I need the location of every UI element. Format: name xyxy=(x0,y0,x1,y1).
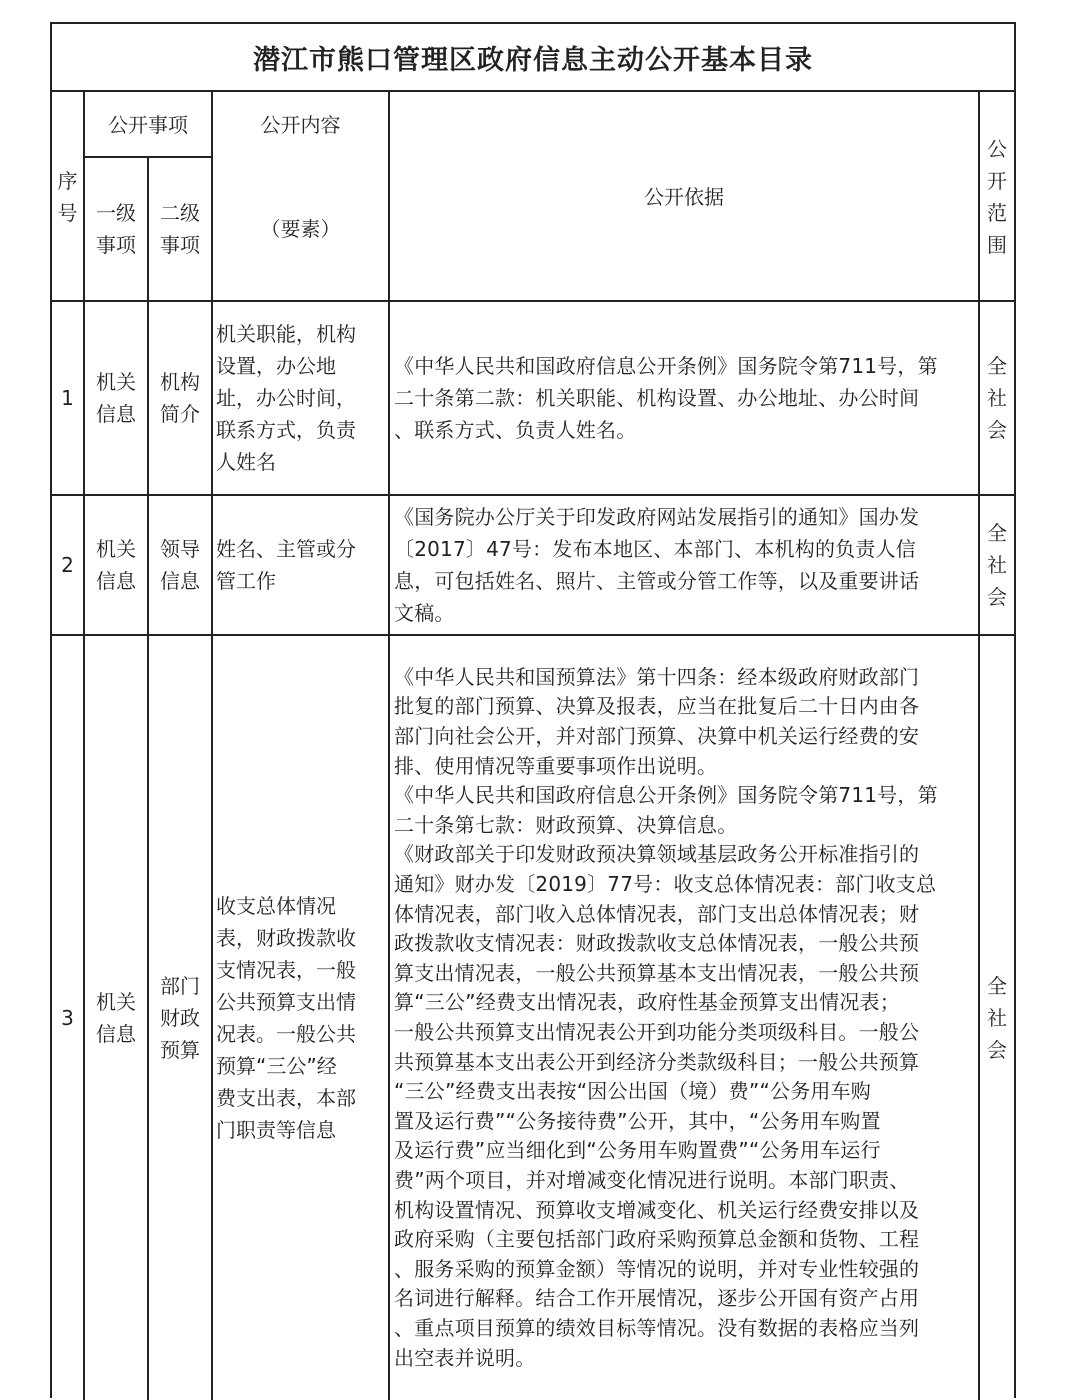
row2-level2: 领导 信息 xyxy=(160,537,200,593)
row1-seq: 1 xyxy=(61,386,74,410)
row3-level2: 部门 财政 预算 xyxy=(160,974,200,1062)
row3-content: 收支总体情况 表，财政拨款收 支情况表，一般 公共预算支出情 况表。一般公共 预算“三公”经 费支出表，本部 门职责等信息 xyxy=(216,894,356,1142)
row1-level2: 机构 简介 xyxy=(160,370,200,426)
header-content: 公开内容 xyxy=(260,113,341,137)
row2-basis: 《国务院办公厅关于印发政府网站发展指引的通知》国办发 〔2017〕47号：发布本地区、本部门、本机构的负责人信 息，可包括姓名、照片、主管或分管工作等，以及重要讲话 文稿。 xyxy=(394,505,920,625)
table-title: 潜江市熊口管理区政府信息主动公开基本目录 xyxy=(52,24,1014,92)
catalog-table xyxy=(50,22,1016,1398)
row3-basis: 《中华人民共和国预算法》第十四条：经本级政府财政部门 批复的部门预算、决算及报表，应当在批复后二十日内由各 部门向社会公开，并对部门预算、决算中机关运行经费的安 排、使用情况等重要事项作出说明。 《中华人民共和国政府信息公开条例》国务院令第711号，第 二十条第七款：财政预算、决算信息。 《财政部关于印发财政预决算领域基层政务公开标准指引的 通知》财办发〔2019〕77号：收支总体情况表：部门收支总 体情况表，部门收入总体情况表，部门支出总体情况表；财 政拨款收支情况表：财政拨款收支总体情况表，一般公共预 算支出情况表，一般公共预算基本支出情况表，一般公共预 算“三公”经费支出情况表，政府性基金预算支出情况表； 一般公共预算支出情况表公开到功能分类项级科目。一般公 共预算基本支出表公开到经济分类款级科目；一般公共预算 “三公”经费支出表按“因公出国（境）费”“公务用车购 置及运行费”“公务接待费”公开，其中，“公务用车购置 及运行费”应当细化到“公务用车购置费”“公务用车运行 费”两个项目，并对增减变化情况进行说明。本部门职责、 机构设置情况、预算收支增减变化、机关运行经费安排以及 政府采购（主要包括部门政府采购预算总金额和货物、工程 、服务采购的预算金额）等情况的说明，并对专业性较强的 名词进行解释。结合工作开展情况，逐步公开国有资产占用 、重点项目预算的绩效目标等情况。没有数据的表格应当列 出空表并说明。 xyxy=(394,664,938,1370)
header-level2: 二级 事项 xyxy=(160,201,200,257)
header-content-elements: （要素） xyxy=(260,217,341,241)
row3-seq: 3 xyxy=(61,1006,74,1030)
header-level1: 一级 事项 xyxy=(96,201,136,257)
row1-scope: 全 社 会 xyxy=(987,354,1007,442)
header-items: 公开事项 xyxy=(108,113,188,137)
row2-seq: 2 xyxy=(61,553,74,577)
row3-scope: 全 社 会 xyxy=(987,974,1007,1062)
row3-level1: 机关 信息 xyxy=(96,990,136,1046)
row1-content: 机关职能，机构 设置，办公地 址，办公时间， 联系方式，负责 人姓名 xyxy=(216,322,356,474)
header-seq: 序 号 xyxy=(57,169,78,225)
header-scope: 公 开 范 围 xyxy=(987,137,1007,257)
col-divider xyxy=(211,92,213,1400)
row1-basis: 《中华人民共和国政府信息公开条例》国务院令第711号，第 二十条第二款：机关职能、机构设置、办公地址、办公时间 、联系方式、负责人姓名。 xyxy=(394,354,938,442)
header-basis: 公开依据 xyxy=(644,185,724,209)
row2-content: 姓名、主管或分 管工作 xyxy=(216,537,356,593)
row2-level1: 机关 信息 xyxy=(96,537,136,593)
row2-scope: 全 社 会 xyxy=(987,521,1007,609)
row1-level1: 机关 信息 xyxy=(96,370,136,426)
